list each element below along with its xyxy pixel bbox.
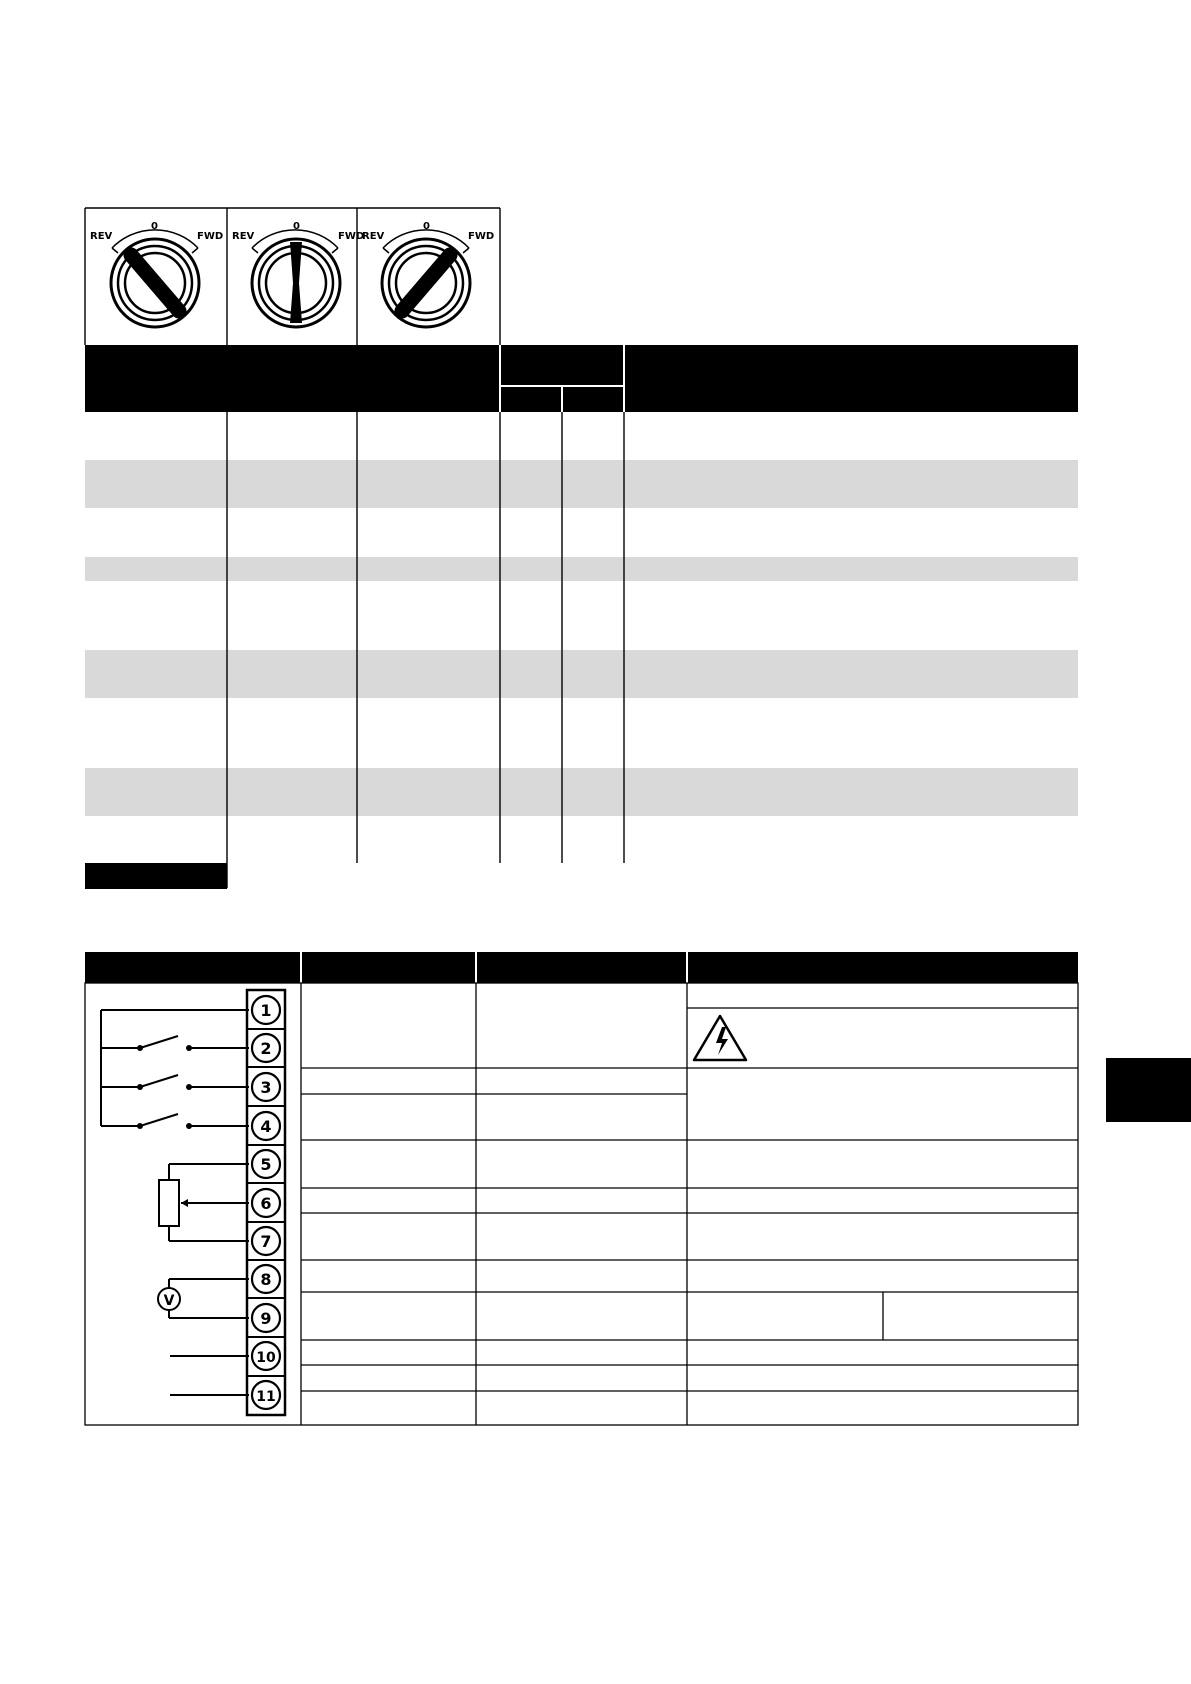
terminal-number: 2 [260, 1039, 272, 1058]
logic-table-header [85, 345, 1078, 412]
terminal-number: 8 [260, 1270, 272, 1289]
logic-table-rows [85, 460, 1078, 816]
terminal-number: 9 [260, 1309, 272, 1328]
terminal-number: 1 [260, 1001, 272, 1020]
selector-switch-forward [382, 230, 470, 327]
switch3-zero-label: 0 [423, 221, 430, 232]
terminal-number: 5 [260, 1155, 272, 1174]
wiper-arrow-icon [181, 1199, 188, 1207]
switch2-zero-label: 0 [293, 221, 300, 232]
switch-contacts [137, 1045, 192, 1129]
switch1-fwd-label: FWD [197, 231, 224, 242]
switch1-rev-label: REV [90, 231, 113, 242]
switch2-rev-label: REV [232, 231, 255, 242]
terminal-number: 10 [256, 1350, 276, 1366]
switch1-zero-label: 0 [151, 221, 158, 232]
terminal-number: 6 [260, 1194, 272, 1213]
chapter-tab-marker [1106, 1058, 1191, 1122]
terminal-table-header [85, 952, 1078, 983]
switch3-rev-label: REV [362, 231, 385, 242]
terminal-number: 3 [260, 1078, 272, 1097]
terminal-number: 11 [256, 1389, 276, 1405]
high-voltage-warning-icon [694, 1016, 746, 1060]
switch2-fwd-label: FWD [338, 231, 365, 242]
terminal-number: 7 [260, 1232, 272, 1251]
switch3-fwd-label: FWD [468, 231, 495, 242]
selector-switch-reverse [111, 230, 199, 327]
terminal-number: 4 [260, 1117, 272, 1136]
selector-switch-off [252, 230, 340, 327]
voltmeter-symbol: V [163, 1293, 175, 1309]
logic-table-footer-block [85, 863, 227, 889]
